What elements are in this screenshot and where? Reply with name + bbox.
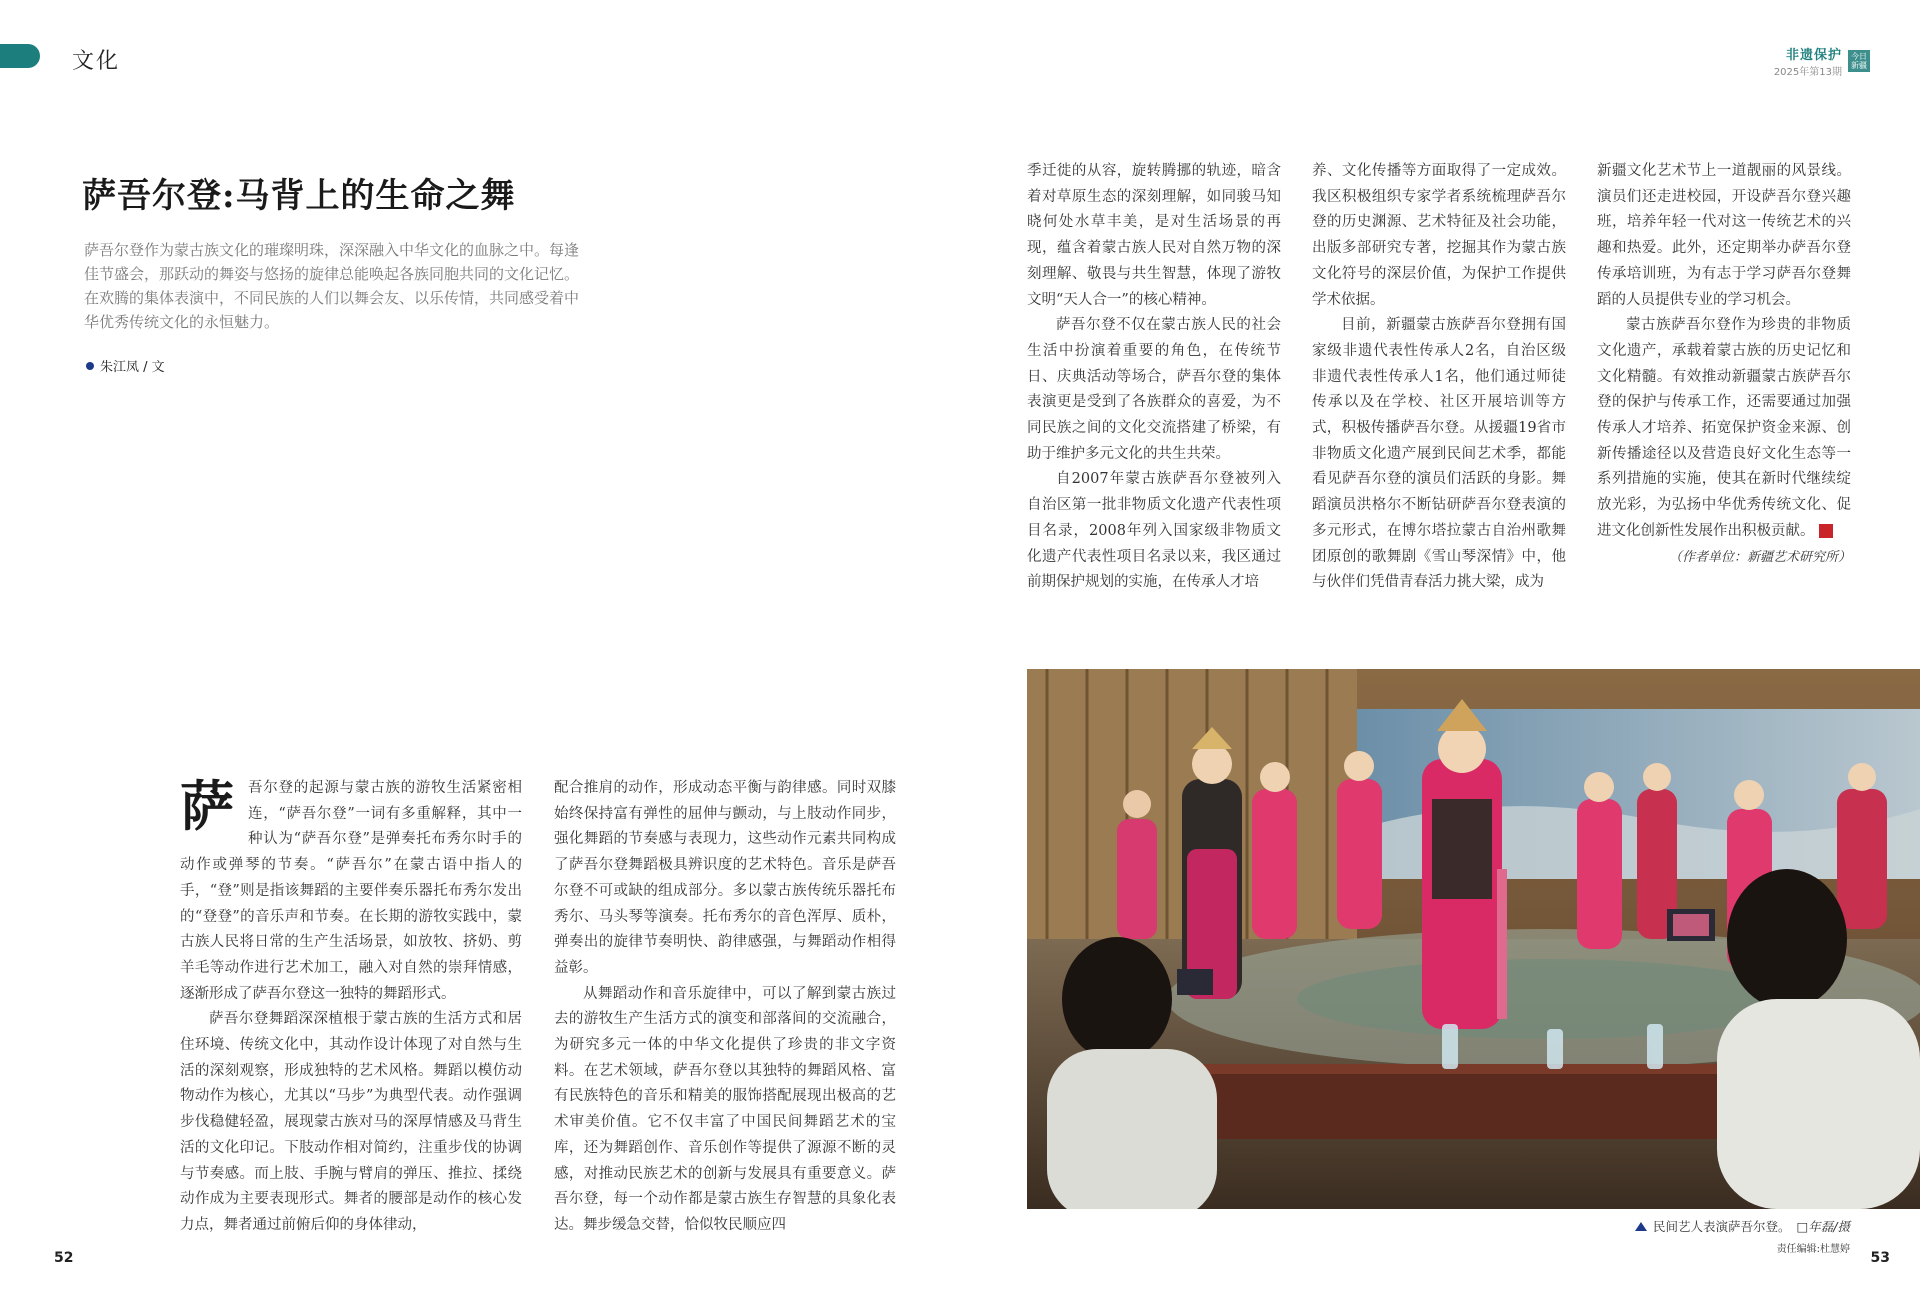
paragraph: 养、文化传播等方面取得了一定成效。我区积极组织专家学者系统梳理萨吾尔登的历史渊源、艺术特征及社会功能，出版多部研究专著，挖掘其作为蒙古族文化符号的深层价值，为保护工作提供学术依据。 xyxy=(1312,163,1566,308)
article-lead: 萨吾尔登作为蒙古族文化的璀璨明珠，深深融入中华文化的血脉之中。每逢佳节盛会，那跃动的舞姿与悠扬的旋律总能唤起各族同胞共同的文化记忆。在欢腾的集体表演中，不同民族的人们以舞会友、以乐传情，共同感受着中华优秀传统文化的永恒魅力。 xyxy=(84,241,580,331)
paragraph: 季迁徙的从容，旋转腾挪的轨迹，暗含着对草原生态的深刻理解，如同骏马知晓何处水草丰美，是对生活场景的再现，蕴含着蒙古族人民对自然万物的深刻理解、敬畏与共生智慧，体现了游牧文明“天人合一”的核心精神。 xyxy=(1027,163,1281,308)
paragraph xyxy=(1597,313,1851,544)
magazine-brand xyxy=(1774,44,1870,78)
performance-photo xyxy=(1027,669,1920,1209)
section-tab-marker xyxy=(0,44,40,68)
photo-caption xyxy=(1635,1217,1850,1235)
paragraph: 萨吾尔登舞蹈深深植根于蒙古族的生活方式和居住环境、传统文化中，其动作设计体现了对自然与生活的深刻观察，形成独特的艺术风格。舞蹈以模仿动物动作为核心，尤其以“马步”为典型代表。动作强调步伐稳健轻盈，展现蒙古族对马的深厚情感及马背生活的文化印记。下肢动作相对简约，注重步伐的协调与节奏感。而上肢、手腕与臂肩的弹压、推拉、揉绕动作成为主要表现形式。舞者的腰部是动作的核心发力点，舞者通过前俯后仰的身体律动， xyxy=(180,1011,522,1233)
brand-issue: 2025年第13期 xyxy=(1773,67,1842,78)
paragraph: 从舞蹈动作和音乐旋律中，可以了解到蒙古族过去的游牧生产生活方式的演变和部落间的交流融合，为研究多元一体的中华文化提供了珍贵的非文字资料。在艺术领域，萨吾尔登以其独特的舞蹈风格、富有民族特色的音乐和精美的服饰搭配展现出极高的艺术审美价值。它不仅丰富了中国民间舞蹈艺术的宝库，还为舞蹈创作、音乐创作等提供了源源不断的灵感，对推动民族艺术的创新与发展具有重要意义。萨吾尔登，每一个动作都是蒙古族生存智慧的具象化表达。舞步缓急交替，恰似牧民顺应四 xyxy=(554,985,896,1233)
body-column-right-2 xyxy=(1312,159,1566,596)
paragraph: 配合推肩的动作，形成动态平衡与韵律感。同时双膝始终保持富有弹性的屈伸与颤动，与上肢动作同步，强化舞蹈的节奏感与表现力，这些动作元素共同构成了萨吾尔登舞蹈极具辨识度的艺术特色。音乐是萨吾尔登不可或缺的组成部分。多以蒙古族传统乐器托布秀尔、马头琴等演奏。托布秀尔的音色浑厚、质朴，弹奏出的旋律节奏明快、韵律感强，与舞蹈动作相得益彰。 xyxy=(554,780,896,976)
author-affiliation: （作者单位：新疆艺术研究所） xyxy=(1668,549,1851,565)
paragraph-text: 蒙古族萨吾尔登作为珍贵的非物质文化遗产，承载着蒙古族的历史记忆和文化精髓。有效推动新疆蒙古族萨吾尔登的保护与传承工作，还需要通过加强传承人才培养、拓宽保护资金来源、创新传播途径以及营造良好文化生态等一系列措施的实施，使其在新时代继续绽放光彩，为弘扬中华优秀传统文化、促进文化创新性发展作出积极贡献。 xyxy=(1597,317,1851,539)
body-column-left-1 xyxy=(180,776,522,1239)
dropcap: 萨 xyxy=(180,774,234,838)
page-number-left: 52 xyxy=(54,1250,74,1266)
bullet-icon xyxy=(86,362,94,370)
author-name: 朱江凤 / 文 xyxy=(100,360,165,375)
paragraph: 新疆文化艺术节上一道靓丽的风景线。演员们还走进校园，开设萨吾尔登兴趣班，培养年轻一代对这一传统艺术的兴趣和热爱。此外，还定期举办萨吾尔登传承培训班，为有志于学习萨吾尔登舞蹈的人员提供专业的学习机会。 xyxy=(1597,163,1851,308)
body-column-right-3 xyxy=(1597,159,1851,570)
page-number-right: 53 xyxy=(1870,1250,1890,1266)
paragraph: 自2007年蒙古族萨吾尔登被列入自治区第一批非物质文化遗产代表性项目名录，2008年列入国家级非物质文化遗产代表性项目名录以来，我区通过前期保护规划的实施，在传承人才培 xyxy=(1027,471,1281,591)
triangle-icon xyxy=(1635,1222,1647,1231)
section-label: 文化 xyxy=(72,49,121,74)
brand-name: 非遗保护 xyxy=(1785,48,1842,63)
paragraph: 萨吾尔登不仅在蒙古族人民的社会生活中扮演着重要的角色，在传统节日、庆典活动等场合，萨吾尔登的集体表演更是受到了各族群众的喜爱，为不同民族之间的文化交流搭建了桥梁，有助于维护多元文化的共生共荣。 xyxy=(1027,317,1281,462)
body-column-left-2 xyxy=(554,776,896,1239)
photo-credit: □年磊/摄 xyxy=(1796,1219,1850,1234)
caption-text: 民间艺人表演萨吾尔登。 xyxy=(1652,1219,1791,1234)
article-title: 萨吾尔登:马背上的生命之舞 xyxy=(82,176,516,216)
body-column-right-1 xyxy=(1027,159,1281,596)
responsible-editor: 责任编辑:杜慧婷 xyxy=(1776,1244,1850,1255)
end-mark-icon: J xyxy=(1819,524,1833,538)
paragraph: 目前，新疆蒙古族萨吾尔登拥有国家级非遗代表性传承人2名，自治区级非遗代表性传承人1名，他们通过师徒传承以及在学校、社区开展培训等方式，积极传播萨吾尔登。从援疆19省市非物质文化遗产展到民间艺术季，都能看见萨吾尔登的演员们活跃的身影。舞蹈演员洪格尔不断钻研萨吾尔登表演的多元形式，在博尔塔拉蒙古自治州歌舞团原创的歌舞剧《雪山琴深情》中，他与伙伴们凭借青春活力挑大梁，成为 xyxy=(1312,317,1566,591)
brand-logo: 今日新疆 xyxy=(1848,50,1870,72)
article-author xyxy=(86,356,165,375)
paragraph: 吾尔登的起源与蒙古族的游牧生活紧密相连，“萨吾尔登”一词有多重解释，其中一种认为“萨吾尔登”是弹奏托布秀尔时手的动作或弹琴的节奏。“萨吾尔”在蒙古语中指人的手，“登”则是指该舞蹈的主要伴奏乐器托布秀尔发出的“登登”的音乐声和节奏。在长期的游牧实践中，蒙古族人民将日常的生产生活场景，如放牧、挤奶、剪羊毛等动作进行艺术加工，融入对自然的崇拜情感，逐渐形成了萨吾尔登这一独特的舞蹈形式。 xyxy=(180,780,522,1002)
